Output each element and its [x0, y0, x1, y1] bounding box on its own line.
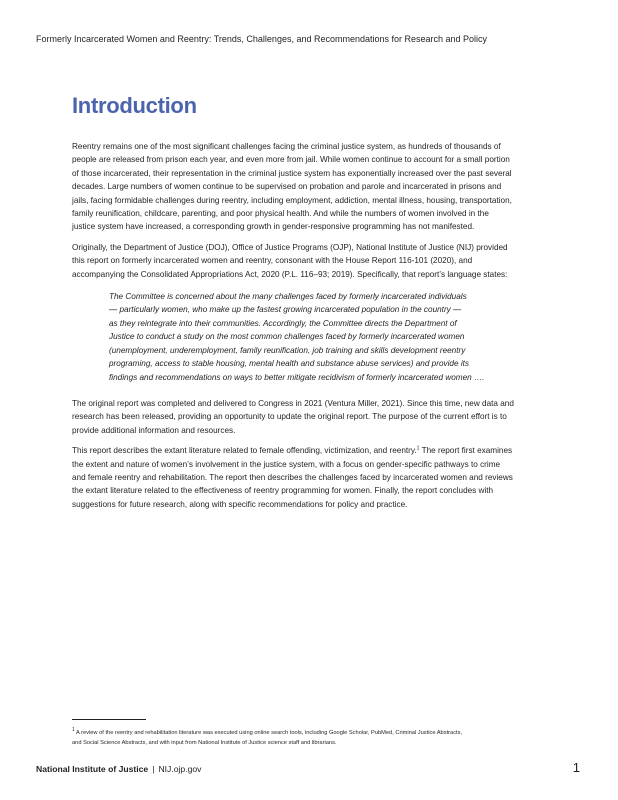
- page-footer: [36, 763, 201, 775]
- text-line: of those incarcerated, their representation in the criminal justice system has exponentially increased over the past several: [72, 168, 512, 178]
- footnote-line: and Social Science Abstracts, and with input from National Institute of Justice science staff and librarians.: [72, 739, 337, 746]
- paragraph-origin: [72, 241, 554, 281]
- quote-line: findings and recommendations on ways to better mitigate recidivism of formerly incarcerated women ….: [109, 372, 485, 382]
- paragraph-update: [72, 397, 554, 437]
- text-line: suggestions for future research, along with specific recommendations for policy and practice.: [72, 499, 408, 509]
- quote-line: as they reintegrate into their communities. Accordingly, the Committee directs the Department of: [109, 318, 457, 328]
- footnote-marker: 1: [72, 727, 75, 734]
- running-header: Formerly Incarcerated Women and Reentry: Trends, Challenges, and Recommendations for Research and Policy: [36, 34, 488, 44]
- footer-website-link[interactable]: NIJ.ojp.gov: [158, 764, 202, 774]
- text-line: decades. Large numbers of women continue to be supervised on probation and parole and incarcerated in prisons and: [72, 182, 502, 192]
- footnote-reference[interactable]: 1: [416, 445, 420, 452]
- footnote-line: [72, 729, 552, 739]
- text-line: justice system have increased, a corresponding growth in gender-responsive programming has not manifested.: [72, 222, 475, 232]
- footer-separator: |: [152, 764, 155, 774]
- text-segment: This report describes the extant literature related to female offending, victimization, and reentry.: [72, 446, 417, 456]
- text-segment: The report first examines: [419, 446, 513, 456]
- quote-line: — particularly women, who make up the fastest growing incarcerated population in the country —: [109, 305, 462, 315]
- footnote: [72, 729, 552, 748]
- page-title: Introduction: [72, 93, 197, 118]
- text-line: provide additional information and resources.: [72, 425, 236, 435]
- quote-line: The Committee is concerned about the many challenges faced by formerly incarcerated individuals: [109, 292, 467, 302]
- text-line: and female reentry and rehabilitation. The report then describes the challenges faced by incarcerated women and reviews: [72, 472, 513, 482]
- text-line: jails, facing formidable challenges during reentry, including employment, addiction, mental illness, housing, transportation,: [72, 195, 512, 205]
- text-line: family reunification, childcare, parenting, and poor physical health. And while the numbers of women involved in the: [72, 209, 489, 219]
- footnote-divider: [72, 719, 146, 720]
- text-line: people are released from prison each year, and even more from jail. While women continue to account for a small portion: [72, 155, 510, 165]
- text-line: the extant literature related to the effectiveness of reentry programming for women. Finally, the report concludes with: [72, 486, 494, 496]
- text-line: the extent and nature of women’s involvement in the justice system, with a focus on gender-specific pathways to crime: [72, 459, 501, 469]
- main-content: [72, 92, 554, 511]
- text-line: this report on formerly incarcerated women and reentry, consonant with the House Report 116-101 (2020), and: [72, 256, 473, 266]
- quote-line: Justice to conduct a study on the most common challenges faced by formerly incarcerated women: [109, 332, 465, 342]
- text-line: [72, 444, 554, 457]
- quote-line: programing, access to stable housing, mental health and substance abuse services) and provide its: [109, 359, 470, 369]
- page-number: 1: [572, 760, 580, 775]
- text-line: Reentry remains one of the most significant challenges facing the criminal justice system, as hundreds of thousands of: [72, 142, 501, 151]
- quote-line: (unemployment, underemployment, family reunification, job training and skills development reentry: [109, 345, 466, 355]
- paragraph-intro: [72, 140, 554, 234]
- text-line: The original report was completed and delivered to Congress in 2021 (Ventura Miller, 2021). Since this time, new data and: [72, 398, 514, 408]
- paragraph-overview: [72, 444, 554, 511]
- text-line: Originally, the Department of Justice (DOJ), Office of Justice Programs (OJP), National Institute of Justice (NIJ) provided: [72, 242, 508, 252]
- text-line: accompanying the Consolidated Appropriations Act, 2020 (P.L. 116–93; 2019). Specifically, that report’s language states:: [72, 269, 508, 279]
- footnote-text: A review of the reentry and rehabilitation literature was executed using online search tools, including Google Scholar, PubMed, Criminal Justice Abstracts,: [74, 730, 463, 736]
- text-line: research has been released, providing an opportunity to update the original report. The purpose of the current effort is to: [72, 412, 507, 422]
- footer-organization: National Institute of Justice: [36, 764, 149, 774]
- house-report-quote: [109, 290, 504, 384]
